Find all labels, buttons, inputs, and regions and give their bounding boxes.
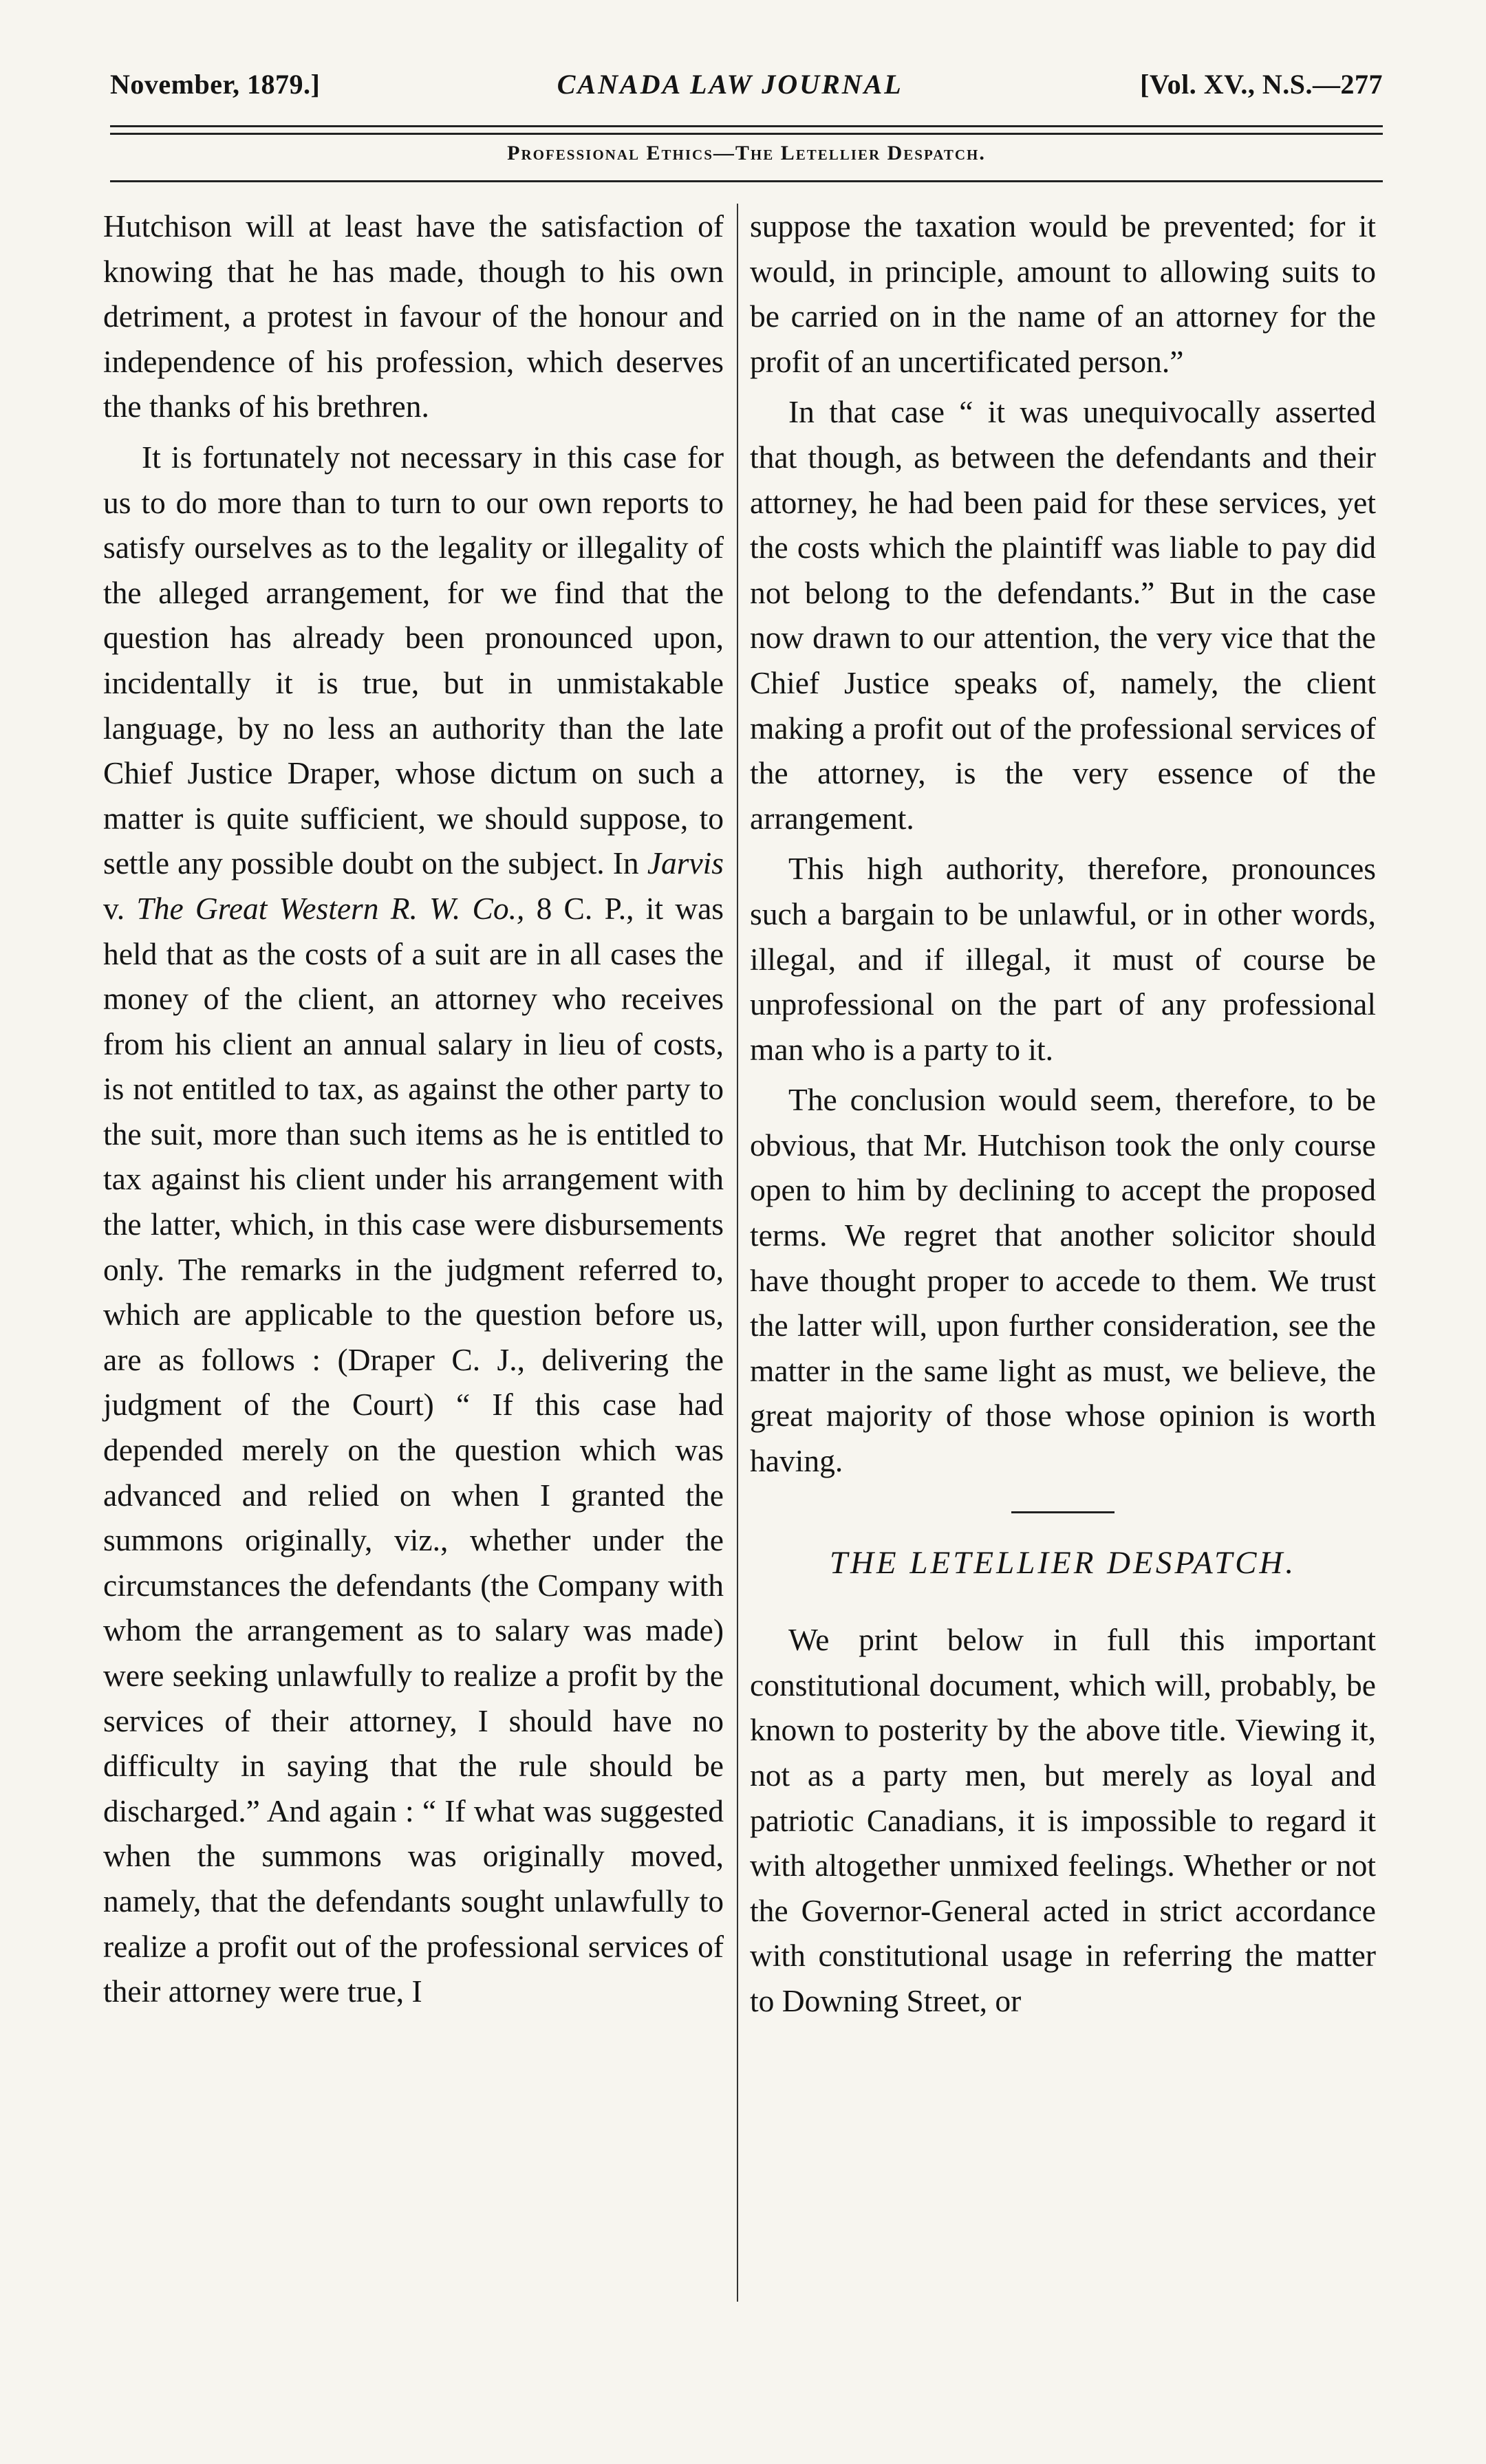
case-name-jarvis: Jarvis xyxy=(647,845,724,881)
right-paragraph-1: suppose the taxation would be prevented; for it would, in principle, amount to allowing suits to be carried on in the name of an attorney for the profit of an uncertificated person.” xyxy=(750,208,1376,379)
running-head xyxy=(110,63,1383,105)
section-rule xyxy=(110,180,1383,182)
article-separator-rule xyxy=(1011,1511,1114,1513)
header-double-rule xyxy=(110,125,1383,135)
issue-date: November, 1879.] xyxy=(110,68,321,100)
left-paragraph-1: Hutchison will at least have the satisfaction of knowing that he has made, though to his own detriment, a protest in favour of the honour and independence of his profession, which deserves the thanks of his brethren. xyxy=(103,208,724,424)
right-paragraph-2: In that case “ it was unequivocally asserted that though, as between the defendants and their attorney, he had been paid for these services, yet the costs which the plaintiff was liable to pay did not belong to the defendants.” But in the case now drawn to our attention, the very vice that the Chief Justice speaks of, namely, the client making a profit out of the professional services of the attorney, is the very essence of the arrangement. xyxy=(750,394,1376,836)
left-paragraph-2 xyxy=(103,435,724,2014)
article-paragraph-1: We print below in full this important constitutional document, which will, probably, be known to posterity by the above title. Viewing it, not as a party men, but merely as loyal and patriotic Canadians, it is impossible to regard it with altogether unmixed feelings. Whether or not the Governor-General acted in strict accordance with constitutional usage in referring the matter to Downing Street, or xyxy=(750,1622,1376,2018)
volume-page: [Vol. XV., N.S.—277 xyxy=(1140,68,1383,100)
left-column xyxy=(103,204,724,2014)
right-paragraph-4: The conclusion would seem, therefore, to be obvious, that Mr. Hutchison took the only course open to him by declining to accept the proposed terms. We regret that another solicitor should have thought proper to accede to them. We trust the latter will, upon further consideration, see the matter in the same light as must, we believe, the great majority of those whose opinion is worth having. xyxy=(750,1082,1376,1479)
journal-title: CANADA LAW JOURNAL xyxy=(557,68,903,100)
section-title: Professional Ethics—The Letellier Despatch. xyxy=(507,142,986,164)
case-name-great-western: The Great Western R. W. Co., xyxy=(136,890,525,926)
right-column xyxy=(750,204,1376,2024)
right-paragraph-3: This high authority, therefore, pronounces such a bargain to be unlawful, or in other words, illegal, and if illegal, it must of course be unprofessional on the part of any professional man who is a party to it. xyxy=(750,851,1376,1067)
left-paragraph-2-text: It is fortunately not necessary in this case for us to do more than to turn to our own reports to satisfy ourselves as to the legality or illegality of the alleged arrangement, for we find that the question has already been pronounced upon, incidentally it is true, but in unmistakable language, by no less an authority than the late Chief Justice Draper, whose dictum on such a matter is quite sufficient, we should suppose, to settle any possible doubt on the subject. xyxy=(103,439,724,881)
case-versus: v. xyxy=(103,890,125,926)
citation-intro: In xyxy=(612,845,639,881)
column-divider xyxy=(737,204,738,2302)
article-title: THE LETELLIER DESPATCH. xyxy=(829,1544,1297,1581)
left-paragraph-2-continuation: 8 C. P., it was held that as the costs of a suit are in all cases the money of the client, an attorney who receives from his client an annual salary in lieu of costs, is not entitled to tax, as against the other party to the suit, more than such items as he is entitled to tax against his client under his arrangement with the latter, which, in this case were disbursements only. The remarks in the judgment referred to, which are applicable to the question before us, are as follows : (Draper C. J., delivering the judgment of the Court) “ If this case had depended merely on the question which was advanced and relied on when I granted the summons originally, viz., whether under the circumstances the defendants (the Company with whom the arrangement as to salary was made) were seeking unlawfully to realize a profit by the services of their attorney, I should have no difficulty in saying that the rule should be discharged.” And again : “ If what was suggested when the summons was originally moved, namely, that the defendants sought unlawfully to realize a profit out of the professional services of their attorney were true, I xyxy=(103,890,724,2009)
